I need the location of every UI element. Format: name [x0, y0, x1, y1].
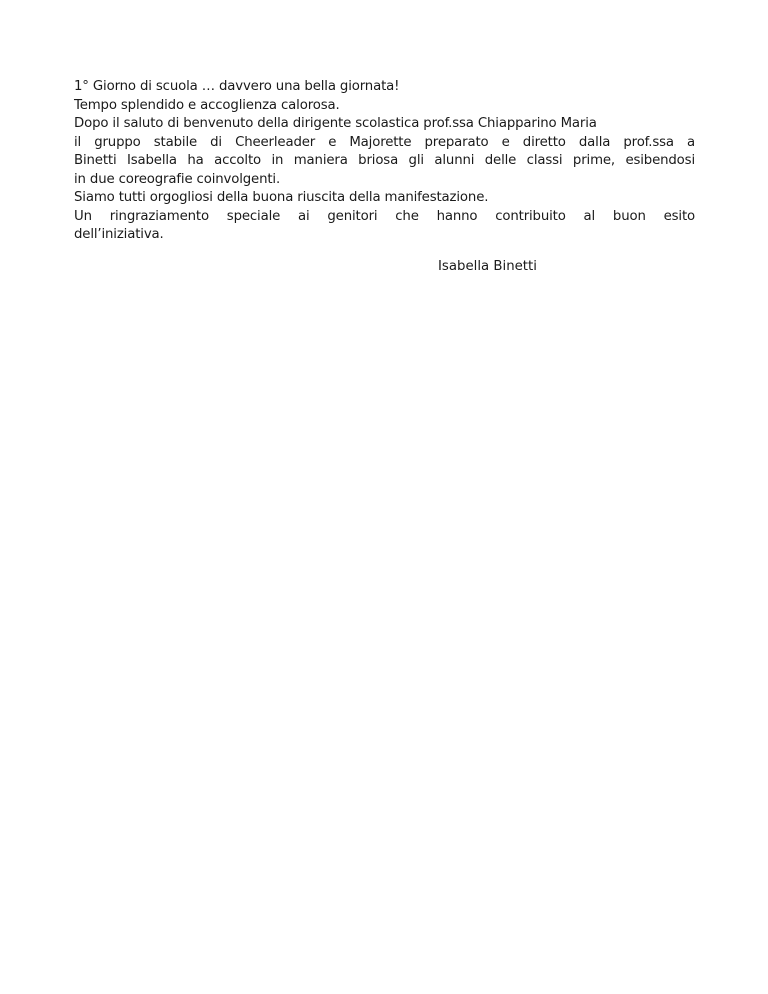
body-line-2: Tempo splendido e accoglienza calorosa. [74, 97, 340, 113]
body-line-8: Un ringraziamento speciale ai genitori che hanno contribuito al buon esito [74, 208, 695, 224]
body-line-5: Binetti Isabella ha accolto in maniera briosa gli alunni delle classi prime, esibendosi [74, 153, 695, 168]
body-line-1: 1° Giorno di scuola … davvero una bella giornata! [74, 79, 400, 94]
document-body [74, 78, 695, 245]
body-line-6: in due coreografie coinvolgenti. [74, 171, 281, 187]
body-line-4: il gruppo stabile di Cheerleader e Majorette preparato e diretto dalla prof.ssa a [74, 134, 695, 150]
body-line-7: Siamo tutti orgogliosi della buona riuscita della manifestazione. [74, 190, 489, 205]
signature: Isabella Binetti [438, 259, 537, 274]
body-line-3: Dopo il saluto di benvenuto della dirigente scolastica prof.ssa Chiapparino Maria [74, 116, 597, 131]
body-line-9: dell’iniziativa. [74, 227, 164, 242]
